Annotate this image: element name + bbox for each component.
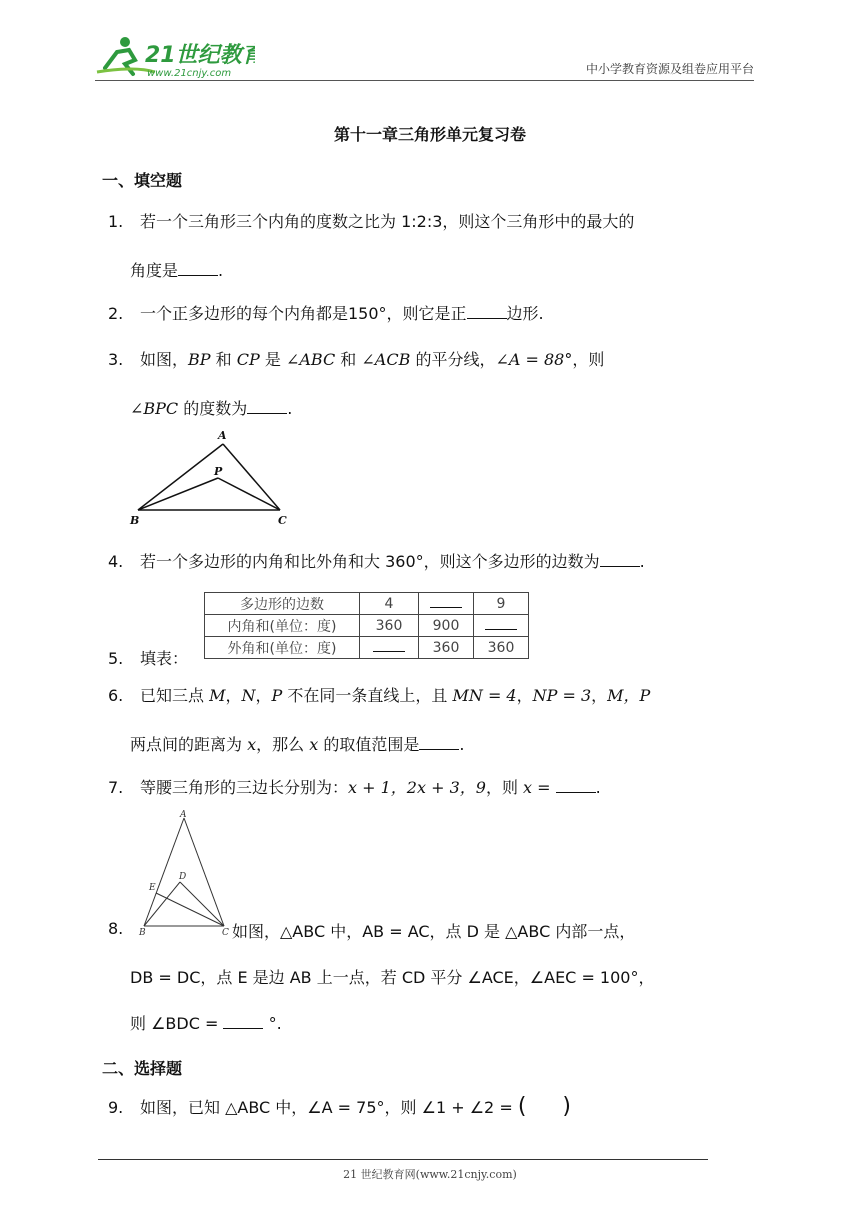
question-text: 和 (335, 350, 362, 369)
math-text: M (209, 686, 226, 705)
question-number: 4. (108, 552, 124, 571)
question-text: 的平分线， (410, 350, 496, 369)
question-text: 边形. (506, 304, 544, 323)
triangle-figure-q8 (134, 808, 234, 938)
answer-blank[interactable] (419, 735, 459, 750)
math-text: ∠A = 88° (495, 350, 573, 369)
question-text: 如图，已知 △ABC 中，∠A = 75°，则 ∠1 + ∠2 = (140, 1098, 518, 1117)
table-cell: 9 (474, 593, 529, 615)
question-text: ，那么 (256, 735, 310, 754)
question-text: 的度数为 (178, 399, 248, 418)
header-divider (95, 80, 754, 81)
math-text: P (271, 686, 283, 705)
vertex-label-E: E (149, 883, 156, 893)
question-text: 若一个三角形三个内角的度数之比为 1:2:3，则这个三角形中的最大的 (140, 212, 635, 231)
math-text: x (247, 735, 257, 754)
section-choice-heading: 二、选择题 (102, 1059, 183, 1078)
vertex-label-P: P (214, 465, 223, 478)
question-number: 6. (108, 686, 124, 705)
site-logo (95, 34, 255, 80)
question-3-line2 (130, 396, 292, 419)
table-cell: 内角和(单位：度) (205, 615, 360, 637)
question-number: 5. (108, 649, 124, 668)
question-6-line2 (130, 732, 464, 755)
table-cell-blank[interactable] (419, 593, 474, 615)
math-text: ∠ABC (285, 350, 336, 369)
question-text: 若一个多边形的内角和比外角和大 360°，则这个多边形的边数为 (140, 552, 600, 571)
answer-blank[interactable] (223, 1014, 263, 1029)
vertex-label-A: A (218, 429, 227, 442)
answer-blank[interactable] (556, 778, 596, 793)
answer-blank[interactable] (247, 399, 287, 414)
question-text: 和 (210, 350, 237, 369)
vertex-label-C: C (278, 514, 287, 527)
question-8-line3 (130, 1011, 282, 1034)
question-text: ，则 (485, 778, 524, 797)
question-text: 已知三点 (140, 686, 210, 705)
punctuation: . (459, 735, 465, 754)
question-number: 3. (108, 350, 124, 369)
punctuation: . (218, 261, 224, 280)
math-text: N (241, 686, 256, 705)
question-8-line2: DB = DC，点 E 是边 AB 上一点，若 CD 平分 ∠ACE，∠AEC = 100°， (130, 968, 655, 987)
answer-paren-right: ) (562, 1094, 571, 1119)
question-text: ，则 (572, 350, 605, 369)
question-text: 一个正多边形的每个内角都是150°，则它是正 (140, 304, 467, 323)
math-text: M，P (607, 686, 651, 705)
answer-blank[interactable] (467, 304, 507, 319)
question-text: 填表： (140, 649, 189, 668)
table-cell: 4 (360, 593, 419, 615)
answer-paren-left: ( (517, 1094, 527, 1119)
math-text: MN = 4 (452, 686, 517, 705)
footer-text: 21 世纪教育网(www.21cnjy.com) (343, 1168, 517, 1181)
table-cell: 360 (360, 615, 419, 637)
math-text: ∠ACB (361, 350, 411, 369)
vertex-label-A: A (180, 810, 187, 820)
table-cell: 360 (474, 637, 529, 659)
table-cell: 360 (419, 637, 474, 659)
vertex-label-C: C (222, 928, 229, 938)
table-row (205, 593, 529, 615)
vertex-label-D: D (179, 872, 187, 882)
triangle-figure-q3 (126, 426, 296, 530)
math-text: BP (188, 350, 211, 369)
question-text: 不在同一条直线上，且 (282, 686, 453, 705)
question-text: 角度是 (130, 261, 179, 280)
answer-blank[interactable] (600, 552, 640, 567)
question-number: 2. (108, 304, 124, 323)
question-text: °. (263, 1014, 282, 1033)
question-text: 如图， (140, 350, 189, 369)
table-cell: 多边形的边数 (205, 593, 360, 615)
header-platform-text: 中小学教育资源及组卷应用平台 (585, 62, 754, 76)
question-3 (108, 350, 762, 369)
vertex-label-B: B (139, 928, 146, 938)
question-1 (108, 212, 762, 231)
question-8-number: 8. (108, 919, 124, 938)
question-number: 7. (108, 778, 124, 797)
punctuation: . (639, 552, 645, 571)
math-text: ∠BPC (130, 399, 179, 418)
question-9 (108, 1094, 762, 1120)
question-7 (108, 778, 762, 797)
punctuation: . (287, 399, 293, 418)
math-text: x (309, 735, 319, 754)
table-cell-blank[interactable] (474, 615, 529, 637)
footer-divider (98, 1159, 708, 1160)
math-text: x + 1，2x + 3，9 (348, 778, 486, 797)
question-text: 两点间的距离为 (130, 735, 248, 754)
math-text: NP = 3 (532, 686, 592, 705)
page-title: 第十一章三角形单元复习卷 (333, 125, 526, 144)
question-1-line2 (130, 258, 223, 281)
question-8-line1: 如图，△ABC 中，AB = AC，点 D 是 △ABC 内部一点， (232, 922, 636, 941)
question-text: 的取值范围是 (318, 735, 420, 754)
table-row (205, 615, 529, 637)
question-number: 9. (108, 1098, 124, 1117)
question-text: 等腰三角形的三边长分别为： (140, 778, 349, 797)
table-cell: 900 (419, 615, 474, 637)
section-fill-heading: 一、填空题 (102, 171, 183, 190)
math-text: CP (236, 350, 260, 369)
math-text: x = (523, 778, 551, 797)
table-cell: 外角和(单位：度) (205, 637, 360, 659)
question-5 (108, 649, 762, 668)
question-number: 1. (108, 212, 124, 231)
question-2 (108, 304, 762, 323)
logo-url: www.21cnjy.com (147, 68, 232, 79)
question-6: 6. 已知三点 M，N，P 不在同一条直线上，且 MN = 4，NP = 3，M，P (108, 686, 651, 705)
question-text: 则 ∠BDC = (130, 1014, 224, 1033)
vertex-label-B: B (130, 514, 140, 527)
answer-blank[interactable] (178, 261, 218, 276)
question-text: 是 (259, 350, 286, 369)
question-4 (108, 552, 762, 571)
punctuation: . (595, 778, 601, 797)
logo-text: 21世纪教育 (145, 43, 255, 68)
